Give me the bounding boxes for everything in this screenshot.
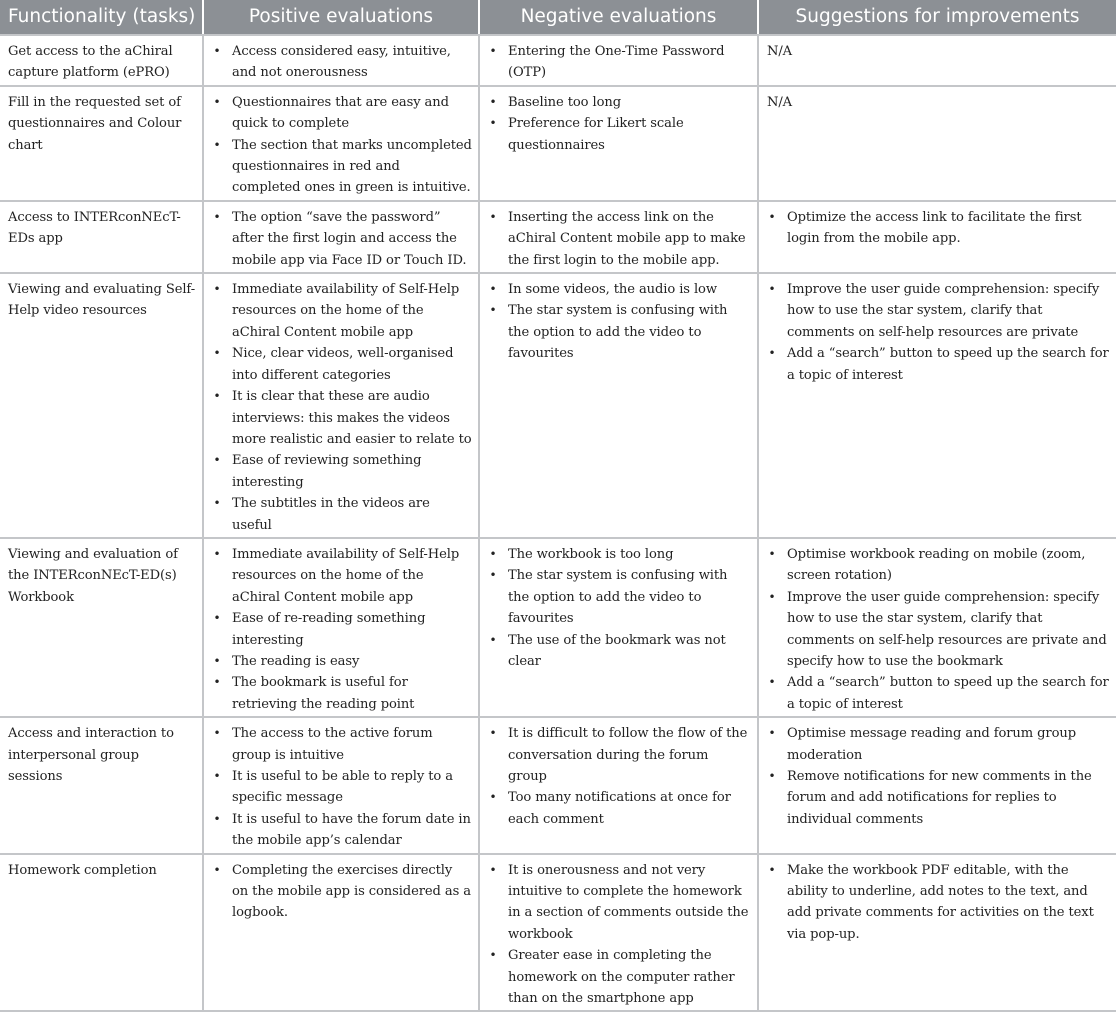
table-row [0,717,1116,853]
positive-item: • The reading is easy [232,651,472,672]
suggestions-cell [758,854,1116,1012]
negative-cell [479,717,758,853]
positive-item: • It is useful to be able to reply to a specific message [232,766,472,809]
positive-cell [203,86,479,201]
negative-item: • The workbook is too long [508,544,751,565]
suggestions-cell [758,35,1116,86]
table-row [0,273,1116,538]
suggestions-cell [758,538,1116,717]
positive-cell-list [212,92,472,199]
negative-cell-list [488,92,751,156]
positive-cell-list [212,723,472,851]
negative-item: • The star system is confusing with the option to add the video to favourites [508,565,751,629]
suggestions-cell-list [767,723,1110,830]
negative-item: • In some videos, the audio is low [508,279,751,300]
suggestions-cell [758,273,1116,538]
negative-item: • Greater ease in completing the homework on the computer rather than on the smartphone app [508,945,751,1009]
table-row [0,35,1116,86]
header-suggestions: Suggestions for improvements [758,0,1116,35]
task-cell: Access to INTERconNEcT-EDs app [0,201,203,273]
negative-cell [479,273,758,538]
negative-cell [479,35,758,86]
positive-item: • Questionnaires that are easy and quick to complete [232,92,472,135]
positive-item: • The subtitles in the videos are useful [232,493,472,536]
suggestion-item: • Optimise message reading and forum group moderation [787,723,1110,766]
positive-item: • Immediate availability of Self-Help resources on the home of the aChiral Content mobile app [232,544,472,608]
suggestion-item: • Optimise workbook reading on mobile (zoom, screen rotation) [787,544,1110,587]
task-cell: Viewing and evaluation of the INTERconNEcT-ED(s) Workbook [0,538,203,717]
positive-cell [203,717,479,853]
positive-cell [203,201,479,273]
positive-cell-list [212,860,472,924]
header-functionality: Functionality (tasks) [0,0,203,35]
positive-item: • Ease of re-reading something interesting [232,608,472,651]
task-cell: Viewing and evaluating Self-Help video resources [0,273,203,538]
suggestions-cell-list [767,860,1110,946]
table-row [0,201,1116,273]
negative-item: • Inserting the access link on the aChiral Content mobile app to make the first login to the mobile app. [508,207,751,271]
negative-cell [479,201,758,273]
table-row [0,86,1116,201]
negative-cell [479,86,758,201]
negative-item: • It is difficult to follow the flow of the conversation during the forum group [508,723,751,787]
negative-cell-list [488,860,751,1010]
positive-cell-list [212,41,472,84]
positive-item: • Immediate availability of Self-Help resources on the home of the aChiral Content mobile app [232,279,472,343]
suggestion-item: • Make the workbook PDF editable, with the ability to underline, add notes to the text, and add private comments for activities on the text via pop-up. [787,860,1110,946]
suggestion-item: • Remove notifications for new comments in the forum and add notifications for replies to individual comments [787,766,1110,830]
negative-item: • The use of the bookmark was not clear [508,630,751,673]
suggestions-cell-list [767,207,1110,250]
negative-cell [479,538,758,717]
not-applicable-text: N/A [767,94,793,110]
negative-cell-list [488,207,751,271]
task-cell: Get access to the aChiral capture platform (ePRO) [0,35,203,86]
negative-item: • Too many notifications at once for each comment [508,787,751,830]
suggestion-item: • Add a “search” button to speed up the search for a topic of interest [787,672,1110,715]
negative-cell-list [488,544,751,672]
suggestions-cell [758,86,1116,201]
positive-item: • The bookmark is useful for retrieving the reading point [232,672,472,715]
positive-item: • The section that marks uncompleted questionnaires in red and completed ones in green is intuitive. [232,135,472,199]
header-row [0,0,1116,35]
negative-item: • It is onerousness and not very intuitive to complete the homework in a section of comments outside the workbook [508,860,751,946]
negative-cell-list [488,723,751,830]
positive-cell [203,35,479,86]
positive-item: • Nice, clear videos, well-organised into different categories [232,343,472,386]
positive-item: • It is clear that these are audio interviews: this makes the videos more realistic and easier to relate to [232,386,472,450]
positive-cell [203,273,479,538]
suggestions-cell [758,201,1116,273]
suggestions-cell [758,717,1116,853]
positive-item: • Completing the exercises directly on the mobile app is considered as a logbook. [232,860,472,924]
negative-item: • Entering the One-Time Password (OTP) [508,41,751,84]
positive-item: • It is useful to have the forum date in the mobile app’s calendar [232,809,472,852]
suggestions-cell-list [767,544,1110,715]
task-cell: Homework completion [0,854,203,1012]
header-negative: Negative evaluations [479,0,758,35]
suggestion-item: • Add a “search” button to speed up the search for a topic of interest [787,343,1110,386]
header-positive: Positive evaluations [203,0,479,35]
positive-item: • The access to the active forum group is intuitive [232,723,472,766]
table-row [0,854,1116,1012]
positive-cell [203,538,479,717]
table-row [0,538,1116,717]
negative-item: • The star system is confusing with the option to add the video to favourites [508,300,751,364]
positive-cell-list [212,207,472,271]
negative-cell-list [488,279,751,365]
suggestions-cell-list [767,279,1110,386]
positive-cell-list [212,544,472,715]
positive-cell [203,854,479,1012]
suggestion-item: • Improve the user guide comprehension: specify how to use the star system, clarify that comments on self-help resources are private and specify how to use the bookmark [787,587,1110,673]
suggestion-item: • Improve the user guide comprehension: specify how to use the star system, clarify that comments on self-help resources are private [787,279,1110,343]
positive-item: • Ease of reviewing something interesting [232,450,472,493]
task-cell: Access and interaction to interpersonal group sessions [0,717,203,853]
task-cell: Fill in the requested set of questionnaires and Colour chart [0,86,203,201]
positive-item: • The option “save the password” after the first login and access the mobile app via Face ID or Touch ID. [232,207,472,271]
negative-item: • Preference for Likert scale questionnaires [508,113,751,156]
not-applicable-text: N/A [767,44,793,59]
table-body [0,35,1116,1011]
negative-cell-list [488,41,751,84]
positive-cell-list [212,279,472,536]
positive-item: • Access considered easy, intuitive, and not onerousness [232,41,472,84]
negative-item: • Baseline too long [508,92,751,113]
suggestion-item: • Optimize the access link to facilitate the first login from the mobile app. [787,207,1110,250]
negative-cell [479,854,758,1012]
